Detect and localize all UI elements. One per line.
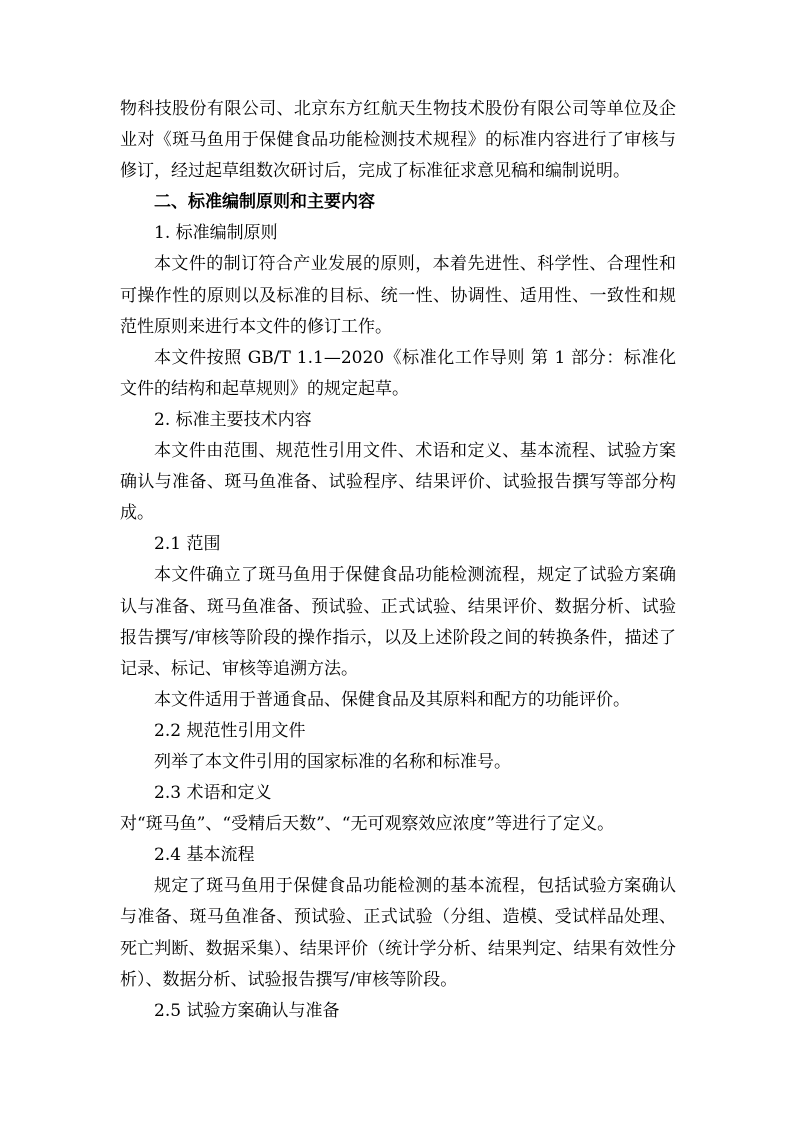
paragraph-normative-references: 列举了本文件引用的国家标准的名称和标准号。 (154, 751, 511, 772)
paragraph-scope: 本文件确立了斑马鱼用于保健食品功能检测流程，规定了试验方案确认与准备、斑马鱼准备、预试验、正式试验、结果评价、数据分析、试验报告撰写/审核等阶段的操作指示，以及上述阶段之间的转换条件，描述了记录、标记、审核等追溯方法。 (120, 565, 676, 679)
subsection-heading-2-4: 2.4 基本流程 (154, 845, 255, 866)
subsection-heading-2-3: 2.3 术语和定义 (154, 783, 272, 804)
paragraph-principles: 本文件的制订符合产业发展的原则，本着先进性、科学性、合理性和可操作性的原则以及标准的目标、统一性、协调性、适用性、一致性和规范性原则来进行本文件的修订工作。 (120, 254, 676, 337)
paragraph-definitions: 对“斑马鱼”、“受精后天数”、“无可观察效应浓度”等进行了定义。 (120, 814, 615, 835)
subsection-heading-2-5: 2.5 试验方案确认与准备 (154, 1000, 340, 1021)
subsection-heading-1: 1. 标准编制原则 (154, 223, 278, 244)
subsection-heading-2: 2. 标准主要技术内容 (154, 409, 312, 430)
paragraph-intro-continuation: 物科技股份有限公司、北京东方红航天生物技术股份有限公司等单位及企业对《斑马鱼用于保健食品功能检测技术规程》的标准内容进行了审核与修订，经过起草组数次研讨后，完成了标准征求意见稿和编制说明。 (120, 99, 676, 182)
paragraph-structure: 本文件由范围、规范性引用文件、术语和定义、基本流程、试验方案确认与准备、斑马鱼准备、试验程序、结果评价、试验报告撰写等部分构成。 (120, 441, 676, 524)
section-heading-principles: 二、标准编制原则和主要内容 (154, 192, 375, 213)
paragraph-applicability: 本文件适用于普通食品、保健食品及其原料和配方的功能评价。 (154, 689, 630, 710)
document-page (120, 94, 676, 1027)
subsection-heading-2-2: 2.2 规范性引用文件 (154, 720, 306, 741)
paragraph-basic-process: 规定了斑马鱼用于保健食品功能检测的基本流程，包括试验方案确认与准备、斑马鱼准备、预试验、正式试验（分组、造模、受试样品处理、死亡判断、数据采集）、结果评价（统计学分析、结果判定、结果有效性分析）、数据分析、试验报告撰写/审核等阶段。 (120, 876, 676, 990)
paragraph-drafting-rules: 本文件按照 GB/T 1.1—2020《标准化工作导则 第 1 部分：标准化文件的结构和起草规则》的规定起草。 (120, 347, 676, 399)
subsection-heading-2-1: 2.1 范围 (154, 534, 221, 555)
